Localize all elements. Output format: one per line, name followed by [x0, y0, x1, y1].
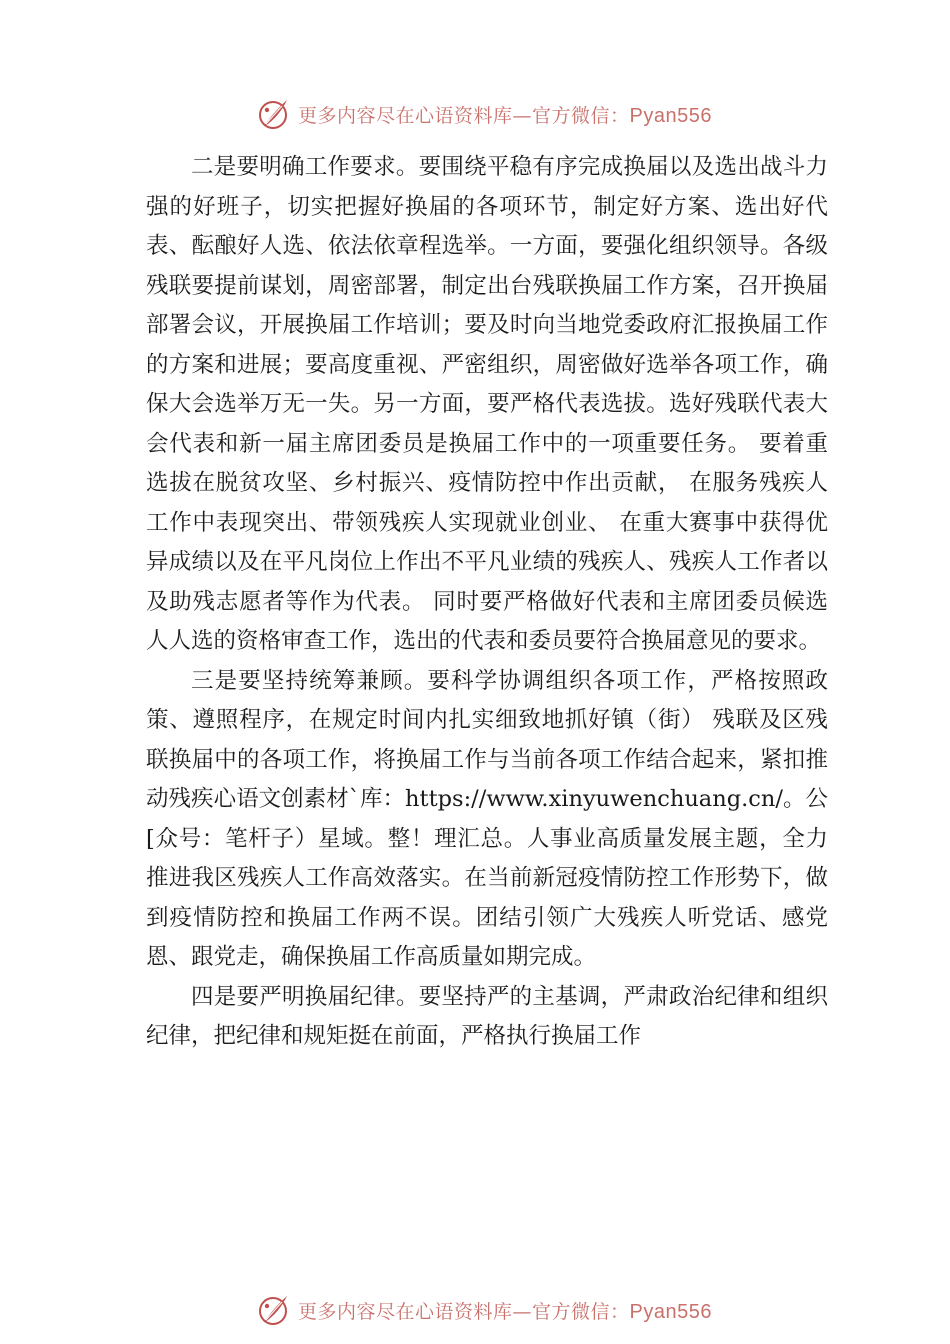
- document-body: [146, 148, 828, 1057]
- footer-banner-id: Pyan556: [629, 1300, 712, 1323]
- paragraph: 四是要严明换届纪律。要坚持严的主基调，严肃政治纪律和组织纪律，把纪律和规矩挺在前面，严格执行换届工作: [146, 983, 828, 1049]
- feather-quill-logo-icon: [256, 96, 292, 132]
- footer-banner: [0, 1290, 950, 1330]
- header-banner: [0, 94, 950, 134]
- footer-banner-inner: [256, 1292, 712, 1328]
- footer-banner-text: [298, 1297, 712, 1324]
- footer-banner-cn: 更多内容尽在心语资料库—官方微信：: [298, 1300, 630, 1323]
- paragraph: 二是要明确工作要求。要围绕平稳有序完成换届以及选出战斗力强的好班子，切实把握好换届的各项环节，制定好方案、选出好代表、酝酿好人选、依法依章程选举。一方面，要强化组织领导。各级残联要提前谋划，周密部署，制定出台残联换届工作方案，召开换届部署会议，开展换届工作培训；要及时向当地党委政府汇报换届工作的方案和进展；要高度重视、严密组织，周密做好选举各项工作，确保大会选举万无一失。另一方面，要严格代表选拔。选好残联代表大会代表和新一届主席团委员是换届工作中的一项重要任务。 要着重选拔在脱贫攻坚、乡村振兴、疫情防控中作出贡献， 在服务残疾人工作中表现突出、带领残疾人实现就业创业、 在重大赛事中获得优异成绩以及在平凡岗位上作出不平凡业绩的残疾人、残疾人工作者以及助残志愿者等作为代表。 同时要严格做好代表和主席团委员候选人人选的资格审查工作，选出的代表和委员要符合换届意见的要求。: [146, 154, 828, 654]
- feather-quill-logo-icon: [256, 1292, 292, 1328]
- header-banner-text: [298, 101, 712, 128]
- header-banner-inner: [256, 96, 712, 132]
- header-banner-cn: 更多内容尽在心语资料库—官方微信：: [298, 104, 630, 127]
- header-banner-id: Pyan556: [629, 104, 712, 127]
- paragraph: 三是要坚持统筹兼顾。要科学协调组织各项工作，严格按照政策、遵照程序，在规定时间内扎实细致地抓好镇（街） 残联及区残联换届中的各项工作，将换届工作与当前各项工作结合起来，紧扣推动残疾心语文创素材`库：https://www.xinyuwenchuang.cn/。公[众号：笔杆子）星域。整！理汇总。人事业高质量发展主题，全力推进我区残疾人工作高效落实。在当前新冠疫情防控工作形势下，做到疫情防控和换届工作两不误。团结引领广大残疾人听党话、感党恩、跟党走，确保换届工作高质量如期完成。: [146, 667, 828, 970]
